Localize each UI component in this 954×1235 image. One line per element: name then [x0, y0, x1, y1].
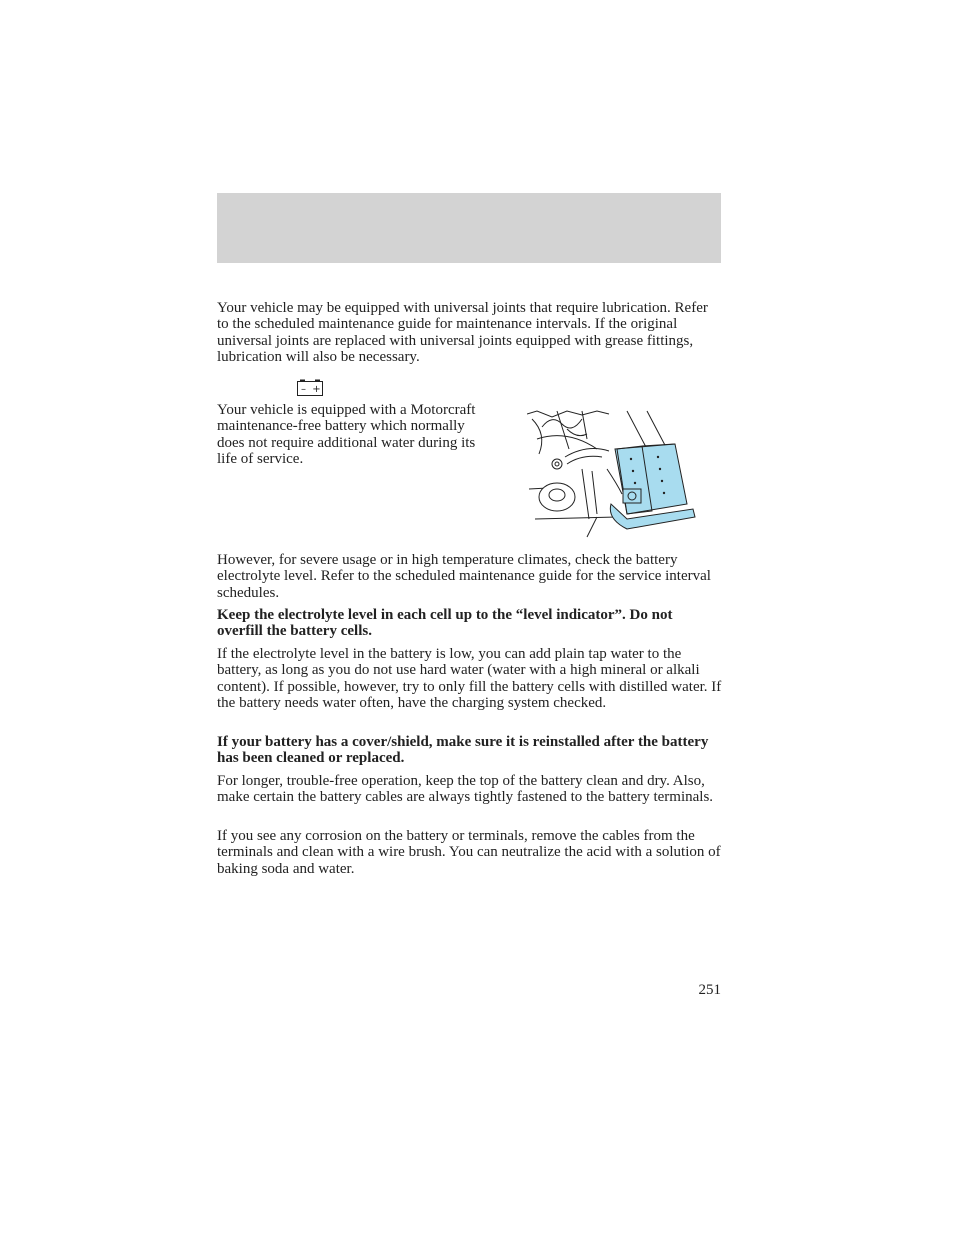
- battery-clean-paragraph: For longer, trouble-free operation, keep the top of the battery clean and dry. Also, make certain the battery cables are always tightly fastened to the battery terminals.: [217, 773, 714, 806]
- section-header-bar: [217, 193, 721, 263]
- cover-shield-warning: If your battery has a cover/shield, make sure it is reinstalled after the battery has been cleaned or replaced.: [217, 734, 709, 767]
- corrosion-paragraph: If you see any corrosion on the battery or terminals, remove the cables from the terminals and clean with a wire brush. You can neutralize the acid with a solution of baking soda and water.: [217, 828, 721, 877]
- tap-water-paragraph: If the electrolyte level in the battery is low, you can add plain tap water to the battery, as long as you do not use hard water (water with a high mineral or alkali content). If possible, however, try to only fill the battery cells with distilled water. If the battery needs water often, have the charging system checked.: [217, 646, 722, 712]
- universal-joints-paragraph: Your vehicle may be equipped with universal joints that require lubrication. Refer to the scheduled maintenance guide for maintenance intervals. If the original universal joints are replaced with universal joints equipped with grease fittings, lubrication will also be necessary.: [217, 300, 708, 366]
- battery-icon: [297, 379, 323, 396]
- battery-plus-sign: +: [312, 384, 321, 395]
- battery-illustration: [527, 409, 697, 539]
- severe-usage-paragraph: However, for severe usage or in high temperature climates, check the battery electrolyte level. Refer to the scheduled maintenance guide for the service interval schedules.: [217, 552, 711, 601]
- page-number: 251: [698, 982, 721, 998]
- battery-intro-paragraph: Your vehicle is equipped with a Motorcraft maintenance-free battery which normally does not require additional water during its life of service.: [217, 402, 476, 468]
- electrolyte-warning: Keep the electrolyte level in each cell up to the “level indicator”. Do not overfill the battery cells.: [217, 607, 673, 640]
- battery-minus-sign: –: [301, 384, 306, 395]
